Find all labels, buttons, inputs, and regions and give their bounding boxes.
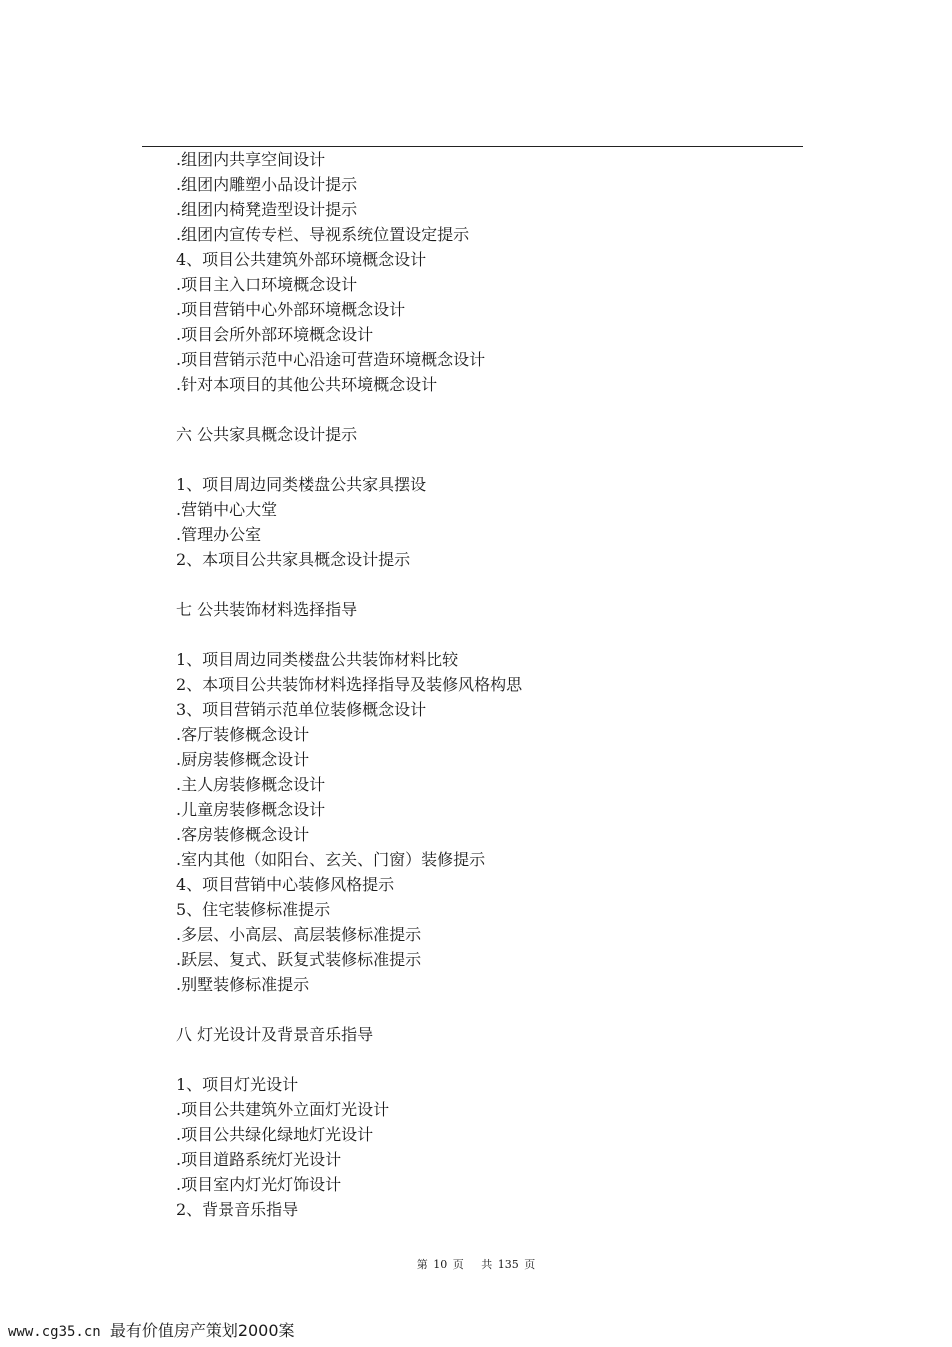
page-total: 共 135 页 bbox=[481, 1258, 536, 1271]
body-line: 2、本项目公共装饰材料选择指导及装修风格构思 bbox=[176, 675, 523, 694]
page-footer bbox=[0, 1256, 952, 1272]
body-line: 4、项目营销中心装修风格提示 bbox=[176, 875, 395, 894]
body-line: .项目主入口环境概念设计 bbox=[176, 275, 358, 294]
body-line: .别墅装修标准提示 bbox=[176, 975, 310, 994]
body-line: 1、项目周边同类楼盘公共家具摆设 bbox=[176, 475, 427, 494]
body-line: .儿童房装修概念设计 bbox=[176, 800, 326, 819]
body-line: .厨房装修概念设计 bbox=[176, 750, 310, 769]
body-line: .室内其他（如阳台、玄关、门窗）装修提示 bbox=[176, 850, 486, 869]
body-line: .客房装修概念设计 bbox=[176, 825, 310, 844]
body-line: .针对本项目的其他公共环境概念设计 bbox=[176, 375, 438, 394]
body-line: .跃层、复式、跃复式装修标准提示 bbox=[176, 950, 422, 969]
body-line: .项目公共建筑外立面灯光设计 bbox=[176, 1100, 390, 1119]
body-line: 1、项目灯光设计 bbox=[176, 1075, 299, 1094]
body-line: .组团内宣传专栏、导视系统位置设定提示 bbox=[176, 225, 470, 244]
body-line: .客厅装修概念设计 bbox=[176, 725, 310, 744]
body-line: .多层、小高层、高层装修标准提示 bbox=[176, 925, 422, 944]
blank-line bbox=[176, 997, 796, 1022]
body-line: .主人房装修概念设计 bbox=[176, 775, 326, 794]
watermark-url: www.cg35.cn bbox=[8, 1324, 101, 1340]
body-line: .项目室内灯光灯饰设计 bbox=[176, 1175, 342, 1194]
page-number: 第 10 页 bbox=[416, 1258, 464, 1271]
body-line: .组团内雕塑小品设计提示 bbox=[176, 175, 358, 194]
body-line: 4、项目公共建筑外部环境概念设计 bbox=[176, 250, 427, 269]
body-line: .组团内共享空间设计 bbox=[176, 150, 326, 169]
blank-line bbox=[176, 622, 796, 647]
blank-line bbox=[176, 572, 796, 597]
blank-line bbox=[176, 447, 796, 472]
body-line: .项目公共绿化绿地灯光设计 bbox=[176, 1125, 374, 1144]
body-line: 1、项目周边同类楼盘公共装饰材料比较 bbox=[176, 650, 459, 669]
body-line: .营销中心大堂 bbox=[176, 500, 278, 519]
body-line: 2、本项目公共家具概念设计提示 bbox=[176, 550, 411, 569]
blank-line bbox=[176, 397, 796, 422]
watermark-slogan: 最有价值房产策划2000案 bbox=[109, 1321, 295, 1340]
body-line: .组团内椅凳造型设计提示 bbox=[176, 200, 358, 219]
body-line: 3、项目营销示范单位装修概念设计 bbox=[176, 700, 427, 719]
body-line: 5、住宅装修标准提示 bbox=[176, 900, 331, 919]
body-line: .管理办公室 bbox=[176, 525, 262, 544]
body-line: 八 灯光设计及背景音乐指导 bbox=[176, 1025, 374, 1044]
body-line: .项目营销中心外部环境概念设计 bbox=[176, 300, 406, 319]
body-line: 2、背景音乐指导 bbox=[176, 1200, 299, 1219]
body-line: .项目营销示范中心沿途可营造环境概念设计 bbox=[176, 350, 486, 369]
body-line: 六 公共家具概念设计提示 bbox=[176, 425, 358, 444]
body-line: 七 公共装饰材料选择指导 bbox=[176, 600, 358, 619]
watermark bbox=[8, 1318, 295, 1341]
blank-line bbox=[176, 1047, 796, 1072]
body-line: .项目道路系统灯光设计 bbox=[176, 1150, 342, 1169]
body-line: .项目会所外部环境概念设计 bbox=[176, 325, 374, 344]
document-body bbox=[176, 147, 796, 1222]
